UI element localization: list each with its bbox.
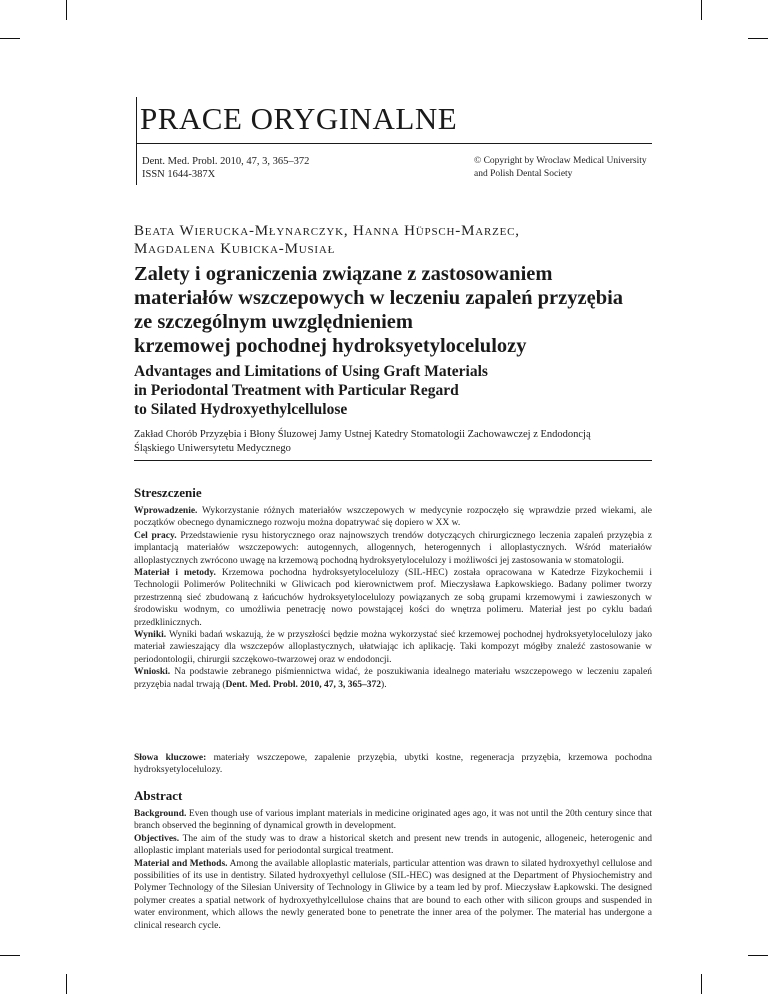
section-rule xyxy=(136,143,652,144)
title-line: krzemowej pochodnej hydroksyetylocelulozy xyxy=(134,335,527,357)
crop-mark xyxy=(0,38,20,39)
crop-mark xyxy=(66,0,67,20)
text-objectives: The aim of the study was to draw a historical sketch and present new trends in autogenic, allogeneic, heterogenic and alloplastic implant materials used for periodontal surgical treatment. xyxy=(134,833,652,857)
text-background: Even though use of various implant materials in medicine originated ages ago, it was not until the 20th century since that branch observed the beginning of dynamical growth in development. xyxy=(134,809,652,832)
keywords-text: materiały wszczepowe, zapalenie przyzębia, ubytki kostne, regeneracja przyzębia, krzemowa pochodna hydroksyetylocelulozy. xyxy=(134,753,652,776)
label-material: Materiał i metody. xyxy=(134,568,216,579)
label-wprowadzenie: Wprowadzenie. xyxy=(134,506,198,516)
label-cel: Cel pracy. xyxy=(134,530,177,541)
crop-mark xyxy=(748,38,768,39)
crop-mark xyxy=(66,974,67,994)
crop-mark xyxy=(701,0,702,20)
paragraph-wyniki xyxy=(134,629,652,666)
streszczenie-body xyxy=(134,505,652,691)
authors-line: Magdalena Kubicka-Musiał xyxy=(134,241,336,257)
text-wyniki: Wyniki badań wskazują, że w przyszłości będzie można wykorzystać sieć krzemowej pochodnej hydroksyetylocelulozy jako materiał zawieszający dla wszczepów alloplastycznych, ułatwiając ich aplikację. Taki kompozyt mógłby znaleźć zastosowanie w periodontologii, chirurgii szczękowo-twarzowej oraz w endodoncji. xyxy=(134,630,652,665)
text-wprowadzenie: Wykorzystanie różnych materiałów wszczepowych w medycynie rozpoczęło się wprawdzie przed wiekami, ale początków obecnego dynamicznego rozwoju można dopatrywać się dopiero w XX w. xyxy=(134,506,652,529)
label-wyniki: Wyniki. xyxy=(134,630,167,641)
title-line: to Silated Hydroxyethylcellulose xyxy=(134,401,348,418)
label-methods: Material and Methods. xyxy=(134,858,228,869)
authors xyxy=(134,222,520,258)
label-objectives: Objectives. xyxy=(134,833,180,844)
keywords xyxy=(134,752,652,777)
crop-mark xyxy=(0,955,20,956)
paragraph-objectives xyxy=(134,833,652,858)
text-wnioski: Na podstawie zebranego piśmiennictwa widać, że poszukiwania idealnego materiału wszczepowego w leczeniu zapaleń przyzębia nadal trwają ( xyxy=(134,667,652,690)
text-methods: Among the available alloplastic materials, particular attention was drawn to silated hydroxyethyl cellulose and possibilities of its use in dentistry. Silated hydroxyethyl cellulose (SIL-HEC) was designed at the Department of Physiochemistry and Polymer Technology of the Silesian University of Technology in Gliwice by a team led by prof. Mieczysław Łapkowski. The designed polymer creates a spatial network of hydroxyethylcellulose chains that are bound to each other with silicon groups and suspended in water environment, which allows the newly generated bone to penetrate the inner area of the polymer. The material has undergone a clinical research cycle. xyxy=(134,858,652,931)
text-wnioski-end: ). xyxy=(381,679,387,690)
abstract-heading: Abstract xyxy=(134,788,183,803)
title-line: ze szczególnym uwzględnieniem xyxy=(134,311,413,333)
title-line: Advantages and Limitations of Using Graft Materials xyxy=(134,363,488,380)
keywords-label: Słowa kluczowe: xyxy=(134,753,207,763)
citation-inline: Dent. Med. Probl. 2010, 47, 3, 365–372 xyxy=(225,679,382,690)
title-english xyxy=(134,362,664,419)
paragraph-wnioski xyxy=(134,666,652,691)
paragraph-material xyxy=(134,567,652,629)
paragraph-background xyxy=(134,808,652,833)
affiliation xyxy=(134,428,664,456)
crop-mark xyxy=(701,974,702,994)
crop-mark xyxy=(748,955,768,956)
paragraph-wprowadzenie xyxy=(134,505,652,530)
title-polish xyxy=(134,262,664,358)
affiliation-line: Śląskiego Uniwersytetu Medycznego xyxy=(134,443,291,454)
label-wnioski: Wnioski. xyxy=(134,667,171,678)
title-line: Zalety i ograniczenia związane z zastosowaniem xyxy=(134,263,553,285)
copyright-line: and Polish Dental Society xyxy=(474,169,573,179)
paragraph-cel xyxy=(134,530,652,567)
citation xyxy=(142,155,309,181)
copyright xyxy=(474,155,647,181)
affiliation-line: Zakład Chorób Przyzębia i Błony Śluzowej Jamy Ustnej Katedry Stomatologii Zachowawczej z Endodoncją xyxy=(134,429,591,440)
section-title: PRACE ORYGINALNE xyxy=(140,101,458,136)
text-material: Krzemowa pochodna hydroksyetylocelulozy (SIL-HEC) została opracowana w Katedrze Fizykochemii i Technologii Polimerów Politechniki w Gliwicach pod kierownictwem prof. Mieczysława Łapkowskiego. Badany polimer tworzy przestrzenną sieć zbudowaną z łańcuchów hydroksyetylocelulozy powiązanych ze sobą grupami krzemowymi i zawieszonych w środowisku wodnym, co umożliwia penetrację nowo powstającej kości do wnętrza polimeru. Materiał jest po cyklu badań przedklinicznych. xyxy=(134,568,652,628)
title-line: materiałów wszczepowych w leczeniu zapaleń przyzębia xyxy=(134,287,624,309)
divider xyxy=(134,460,652,461)
title-line: in Periodontal Treatment with Particular Regard xyxy=(134,382,459,399)
citation-line: Dent. Med. Probl. 2010, 47, 3, 365–372 xyxy=(142,156,310,167)
section-vertical-rule xyxy=(136,97,137,185)
authors-line: Beata Wierucka-Młynarczyk, Hanna Hüpsch-Marzec, xyxy=(134,223,520,239)
text-cel: Przedstawienie rysu historycznego oraz najnowszych trendów dotyczących chirurgicznego leczenia zapaleń przyzębia z implantacją materiałów wszczepowych: autogennych, allogennych, heterogennych i alloplastycznych. Wśród materiałów alloplastycznych zwrócono uwagę na krzemową pochodną hydroksyetylocelulozy i możliwości jej zastosowania w stomatologii. xyxy=(134,530,652,566)
label-background: Background. xyxy=(134,809,187,819)
paragraph-methods xyxy=(134,858,652,932)
copyright-line: © Copyright by Wroclaw Medical University xyxy=(474,156,647,166)
abstract-body xyxy=(134,808,652,932)
streszczenie-heading: Streszczenie xyxy=(134,485,202,500)
issn: ISSN 1644-387X xyxy=(142,169,216,180)
